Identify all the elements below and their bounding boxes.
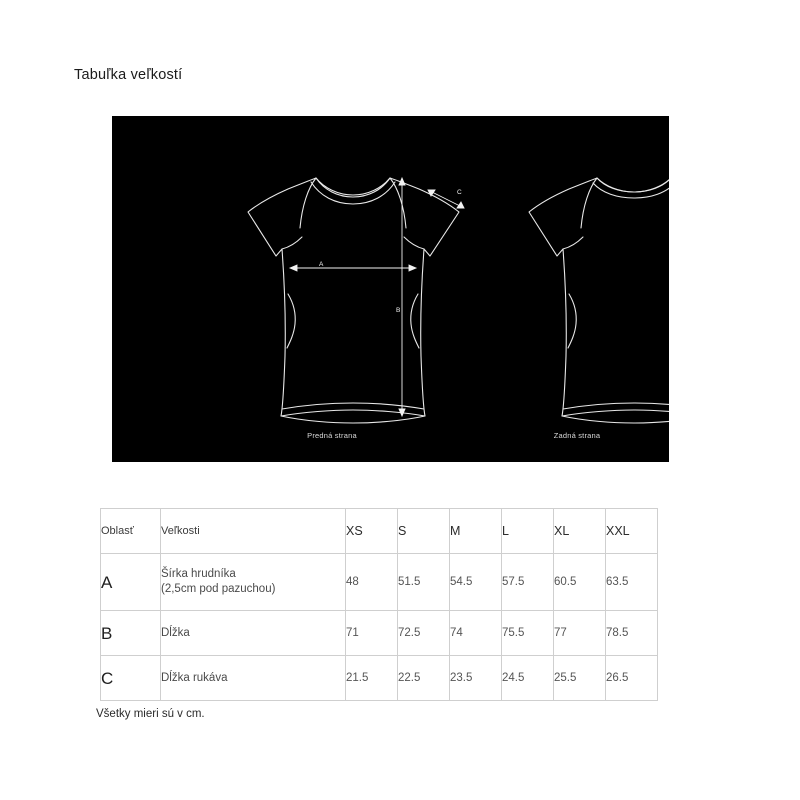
header-size-s: S <box>398 509 450 554</box>
cell-a-l: 57.5 <box>502 554 554 611</box>
units-footnote: Všetky mieri sú v cm. <box>96 708 205 720</box>
cell-a-m: 54.5 <box>450 554 502 611</box>
table-row <box>101 554 658 611</box>
cell-c-l: 24.5 <box>502 656 554 701</box>
row-label-b: Dĺžka <box>161 611 346 656</box>
header-size-m: M <box>450 509 502 554</box>
header-size-xs: XS <box>346 509 398 554</box>
row-area-b: B <box>101 611 161 656</box>
marker-c-label: C <box>457 189 462 196</box>
row-label-a-line2: (2,5cm pod pazuchou) <box>161 583 276 595</box>
cell-a-xxl: 63.5 <box>606 554 658 611</box>
header-area: Oblasť <box>101 509 161 554</box>
cell-c-xs: 21.5 <box>346 656 398 701</box>
cell-c-m: 23.5 <box>450 656 502 701</box>
cell-c-s: 22.5 <box>398 656 450 701</box>
cell-b-s: 72.5 <box>398 611 450 656</box>
tshirt-illustration-panel <box>112 116 669 462</box>
cell-c-xxl: 26.5 <box>606 656 658 701</box>
size-table <box>100 508 658 701</box>
cell-a-s: 51.5 <box>398 554 450 611</box>
table-header-row <box>101 509 658 554</box>
cell-a-xs: 48 <box>346 554 398 611</box>
header-sizes: Veľkosti <box>161 509 346 554</box>
marker-b-label: B <box>396 307 401 314</box>
row-label-a <box>161 554 346 611</box>
row-label-a-line1: Šírka hrudníka <box>161 568 236 580</box>
cell-c-xl: 25.5 <box>554 656 606 701</box>
front-view-caption: Predná strana <box>307 431 357 440</box>
header-size-xl: XL <box>554 509 606 554</box>
cell-b-xxl: 78.5 <box>606 611 658 656</box>
cell-b-xl: 77 <box>554 611 606 656</box>
row-area-a: A <box>101 554 161 611</box>
page-title: Tabuľka veľkostí <box>74 67 183 83</box>
cell-a-xl: 60.5 <box>554 554 606 611</box>
back-view-caption: Zadná strana <box>553 431 601 440</box>
table-row <box>101 611 658 656</box>
cell-b-xs: 71 <box>346 611 398 656</box>
marker-a-label: A <box>319 261 324 268</box>
header-size-xxl: XXL <box>606 509 658 554</box>
tshirt-diagram <box>112 116 669 462</box>
cell-b-l: 75.5 <box>502 611 554 656</box>
row-area-c: C <box>101 656 161 701</box>
row-label-c: Dĺžka rukáva <box>161 656 346 701</box>
cell-b-m: 74 <box>450 611 502 656</box>
header-size-l: L <box>502 509 554 554</box>
table-row <box>101 656 658 701</box>
